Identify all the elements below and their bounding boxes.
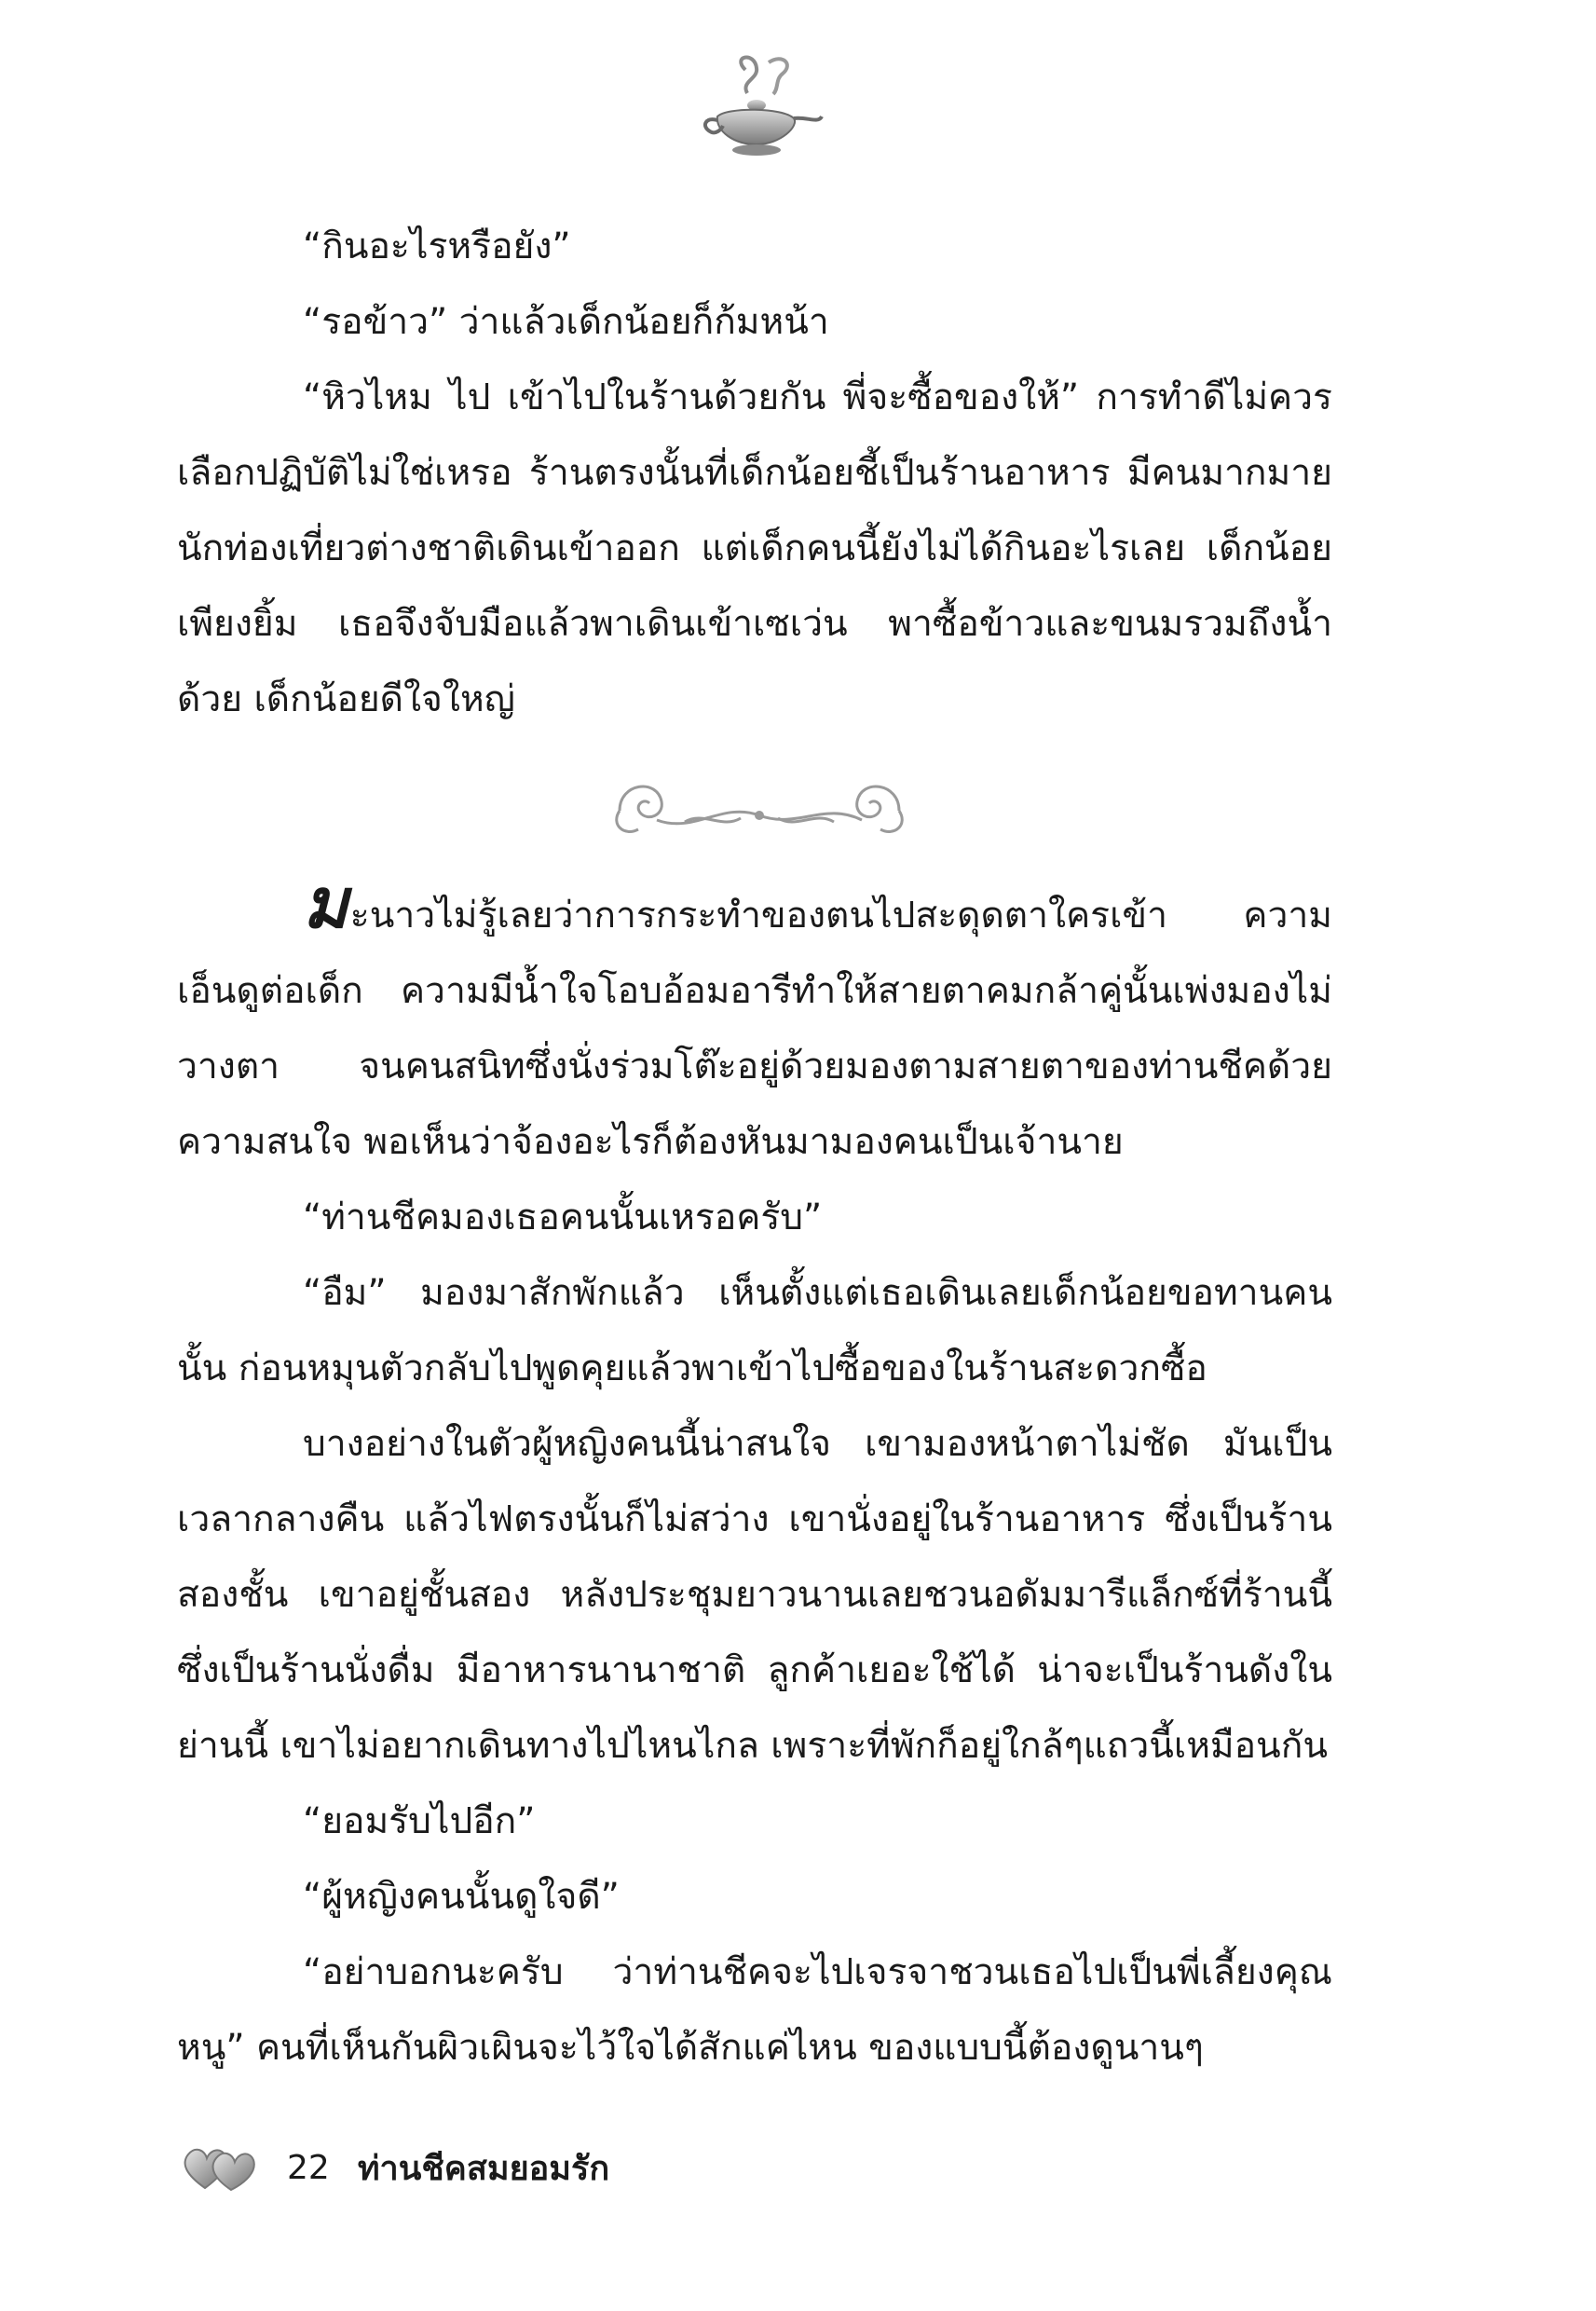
dropcap: ม [303, 864, 350, 944]
paragraph-with-dropcap [177, 864, 1332, 1180]
paragraph-text: ะนาวไม่รู้เลยว่าการกระทำของตนไปสะดุดตาใครเข้า ความเอ็นดูต่อเด็ก ความมีน้ำใจโอบอ้อมอารีทำให้สายตาคมกล้าคู่นั้นเพ่งมองไม่วางตา จนคนสนิทซึ่งนั่งร่วมโต๊ะอยู่ด้วยมองตามสายตาของท่านชีคด้วยความสนใจ พอเห็นว่าจ้องอะไรก็ต้องหันมามองคนเป็นเจ้านาย [177, 895, 1332, 1163]
magic-lamp-icon [689, 51, 829, 163]
page-number: 22 [287, 2148, 330, 2187]
paragraph: “ท่านชีคมองเธอคนนั้นเหรอครับ” [303, 1197, 823, 1238]
section-two [177, 864, 1332, 2085]
page-footer [177, 2140, 609, 2195]
paragraph: “อย่าบอกนะครับ ว่าท่านชีคจะไปเจรจาชวนเธอไปเป็นพี่เลี้ยงคุณหนู” คนที่เห็นกันผิวเผินจะไว้ใจได้สักแค่ไหน ของแบบนี้ต้องดูนานๆ [177, 1951, 1332, 2069]
paragraph: บางอย่างในตัวผู้หญิงคนนี้น่าสนใจ เขามองหน้าตาไม่ชัด มันเป็นเวลากลางคืน แล้วไฟตรงนั้นก็ไม่สว่าง เขานั่งอยู่ในร้านอาหาร ซึ่งเป็นร้านสองชั้น เขาอยู่ชั้นสอง หลังประชุมยาวนานเลยชวนอดัมมารีแล็กซ์ที่ร้านนี้ ซึ่งเป็นร้านนั่งดื่ม มีอาหารนานาชาติ ลูกค้าเยอะใช้ได้ น่าจะเป็นร้านดังในย่านนี้ เขาไม่อยากเดินทางไปไหนไกล เพราะที่พักก็อยู่ใกล้ๆแถวนี้เหมือนกัน [177, 1423, 1332, 1767]
paragraph: “รอข้าว” ว่าแล้วเด็กน้อยก็ก้มหน้า [303, 301, 829, 343]
paragraph: “กินอะไรหรือยัง” [303, 226, 571, 267]
paragraph: “หิวไหม ไป เข้าไปในร้านด้วยกัน พี่จะซื้อของให้” การทำดีไม่ควรเลือกปฏิบัติไม่ใช่เหรอ ร้านตรงนั้นที่เด็กน้อยชี้เป็นร้านอาหาร มีคนมากมาย นักท่องเที่ยวต่างชาติเดินเข้าออก แต่เด็กคนนี้ยังไม่ได้กินอะไรเลย เด็กน้อยเพียงยิ้ม เธอจึงจับมือแล้วพาเดินเข้าเซเว่น พาซื้อข้าวและขนมรวมถึงน้ำด้วย เด็กน้อยดีใจใหญ่ [177, 376, 1332, 720]
book-title: ท่านชีคสมยอมรัก [357, 2149, 610, 2188]
flourish-divider-icon [601, 764, 918, 848]
section-one [177, 209, 1332, 737]
double-heart-icon [177, 2140, 261, 2195]
paragraph: “ผู้หญิงคนนั้นดูใจดี” [303, 1876, 620, 1918]
paragraph: “อืม” มองมาสักพักแล้ว เห็นตั้งแต่เธอเดินเลยเด็กน้อยขอทานคนนั้น ก่อนหมุนตัวกลับไปพูดคุยแล้วพาเข้าไปซื้อของในร้านสะดวกซื้อ [177, 1272, 1332, 1389]
paragraph: “ยอมรับไปอีก” [303, 1800, 536, 1842]
